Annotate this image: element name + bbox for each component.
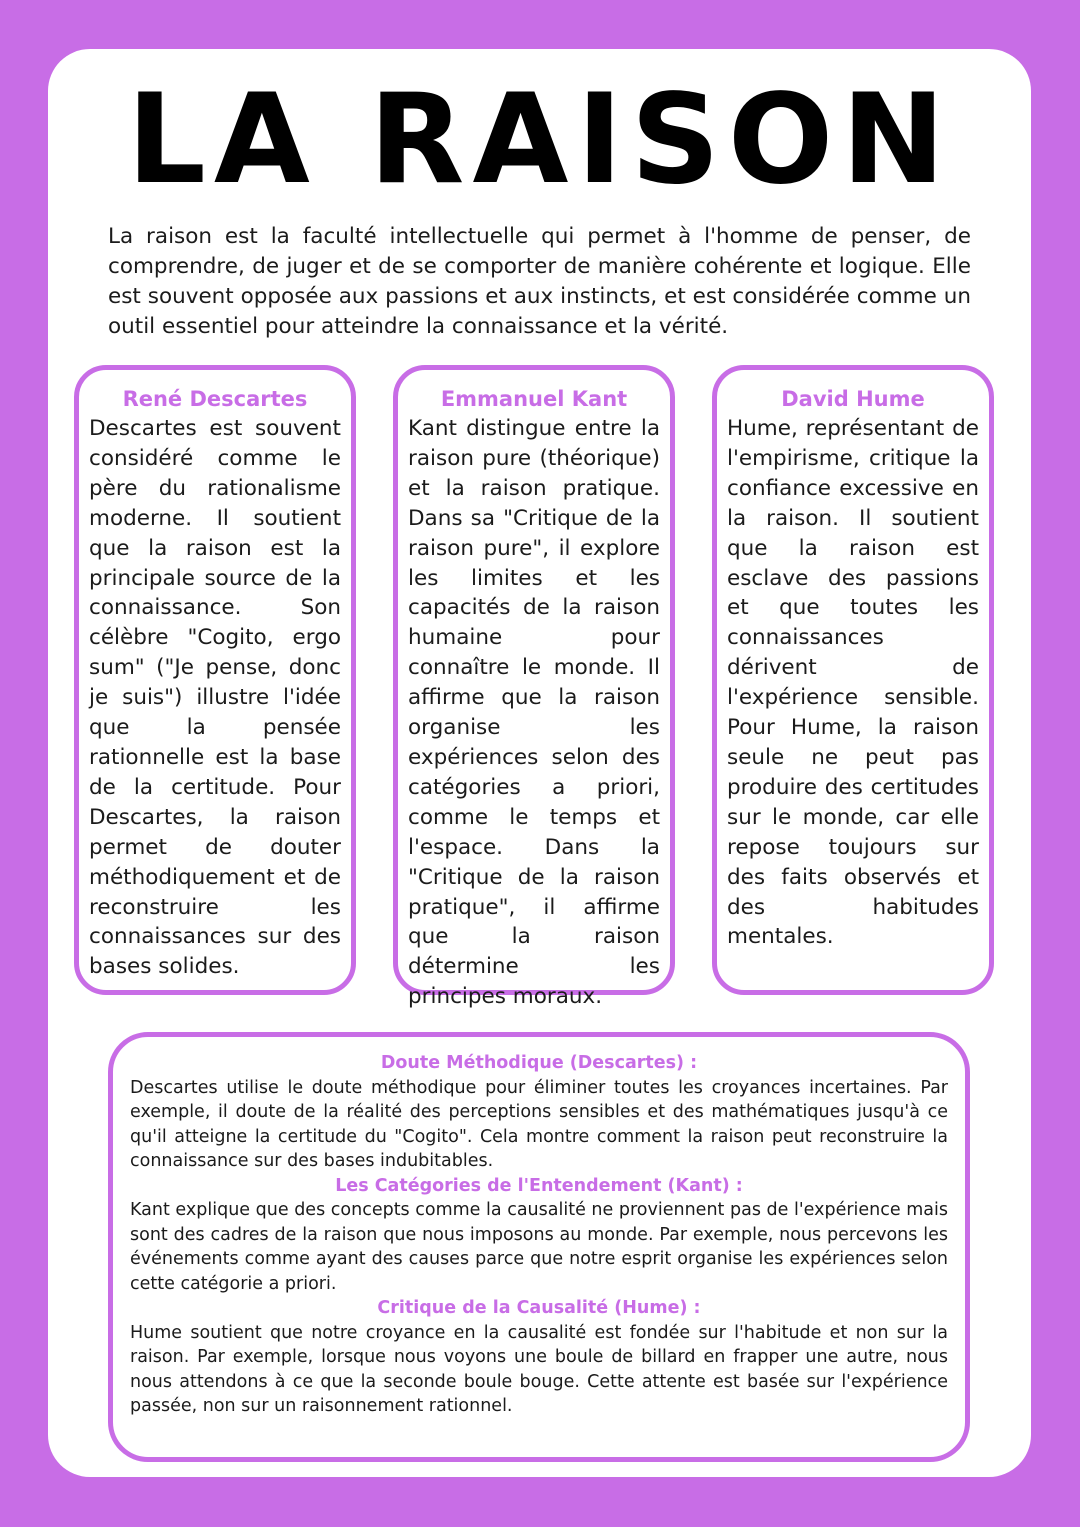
example-text-doute: Descartes utilise le doute méthodique pour éliminer toutes les croyances incertaines. Par exemple, il doute de la réalité des perceptions sensibles et des mathématiques jusqu'à ce qu'il atteigne la certitude du "Cogito". Cela montre comment la raison peut reconstruire la connaissance sur des bases indubitables.	[130, 1077, 948, 1171]
card-kant	[393, 365, 675, 1010]
example-title-doute: Doute Méthodique (Descartes) :	[380, 1053, 698, 1073]
card-hume	[712, 365, 994, 995]
card-descartes-title: René Descartes	[122, 387, 308, 411]
page-title: LA RAISON	[126, 68, 954, 212]
example-text-causalite: Hume soutient que notre croyance en la causalité est fondée sur l'habitude et non sur la raison. Par exemple, lorsque nous voyons une boule de billard en frapper une autre, nous nous attendons à ce que la seconde boule bouge. Cette attente est basée sur l'expérience passée, non sur un raisonnement rationnel.	[130, 1322, 948, 1416]
example-title-categories: Les Catégories de l'Entendement (Kant) :	[335, 1175, 743, 1196]
card-kant-text: Kant distingue entre la raison pure (théorique) et la raison pratique. Dans sa "Critique de la raison pure", il explore les limites et les capacités de la raison humaine pour connaître le monde. Il affirme que la raison organise les expériences selon des catégories a priori, comme le temps et l'espace. Dans la "Critique de la raison pratique", il affirme que la raison détermine les principes moraux.	[408, 416, 660, 1010]
card-descartes	[74, 365, 356, 995]
example-title-causalite: Critique de la Causalité (Hume) :	[377, 1298, 701, 1318]
card-hume-text: Hume, représentant de l'empirisme, critique la confiance excessive en la raison. Il soutient que la raison est esclave des passions et que toutes les connaissances dérivent de l'expérience sensible. Pour Hume, la raison seule ne peut pas produire des certitudes sur le monde, car elle repose toujours sur des faits observés et des habitudes mentales.	[727, 416, 979, 950]
card-hume-title: David Hume	[781, 387, 925, 411]
card-descartes-text: Descartes est souvent considéré comme le père du rationalisme moderne. Il soutient que la raison est la principale source de la connaissance. Son célèbre "Cogito, ergo sum" ("Je pense, donc je suis") illustre l'idée que la pensée rationnelle est la base de la certitude. Pour Descartes, la raison permet de douter méthodiquement et de reconstruire les connaissances sur des bases solides.	[89, 416, 341, 980]
examples-box	[108, 1032, 970, 1462]
intro-paragraph: La raison est la faculté intellectuelle qui permet à l'homme de penser, de comprendre, de juger et de se comporter de manière cohérente et logique. Elle est souvent opposée aux passions et aux instincts, et est considérée comme un outil essentiel pour atteindre la connaissance et la vérité.	[108, 224, 971, 339]
example-text-categories: Kant explique que des concepts comme la causalité ne proviennent pas de l'expérience mais sont des cadres de la raison que nous imposons au monde. Par exemple, nous percevons les événements comme ayant des causes parce que notre esprit organise les expériences selon cette catégorie a priori.	[130, 1200, 948, 1294]
card-kant-title: Emmanuel Kant	[440, 387, 628, 411]
